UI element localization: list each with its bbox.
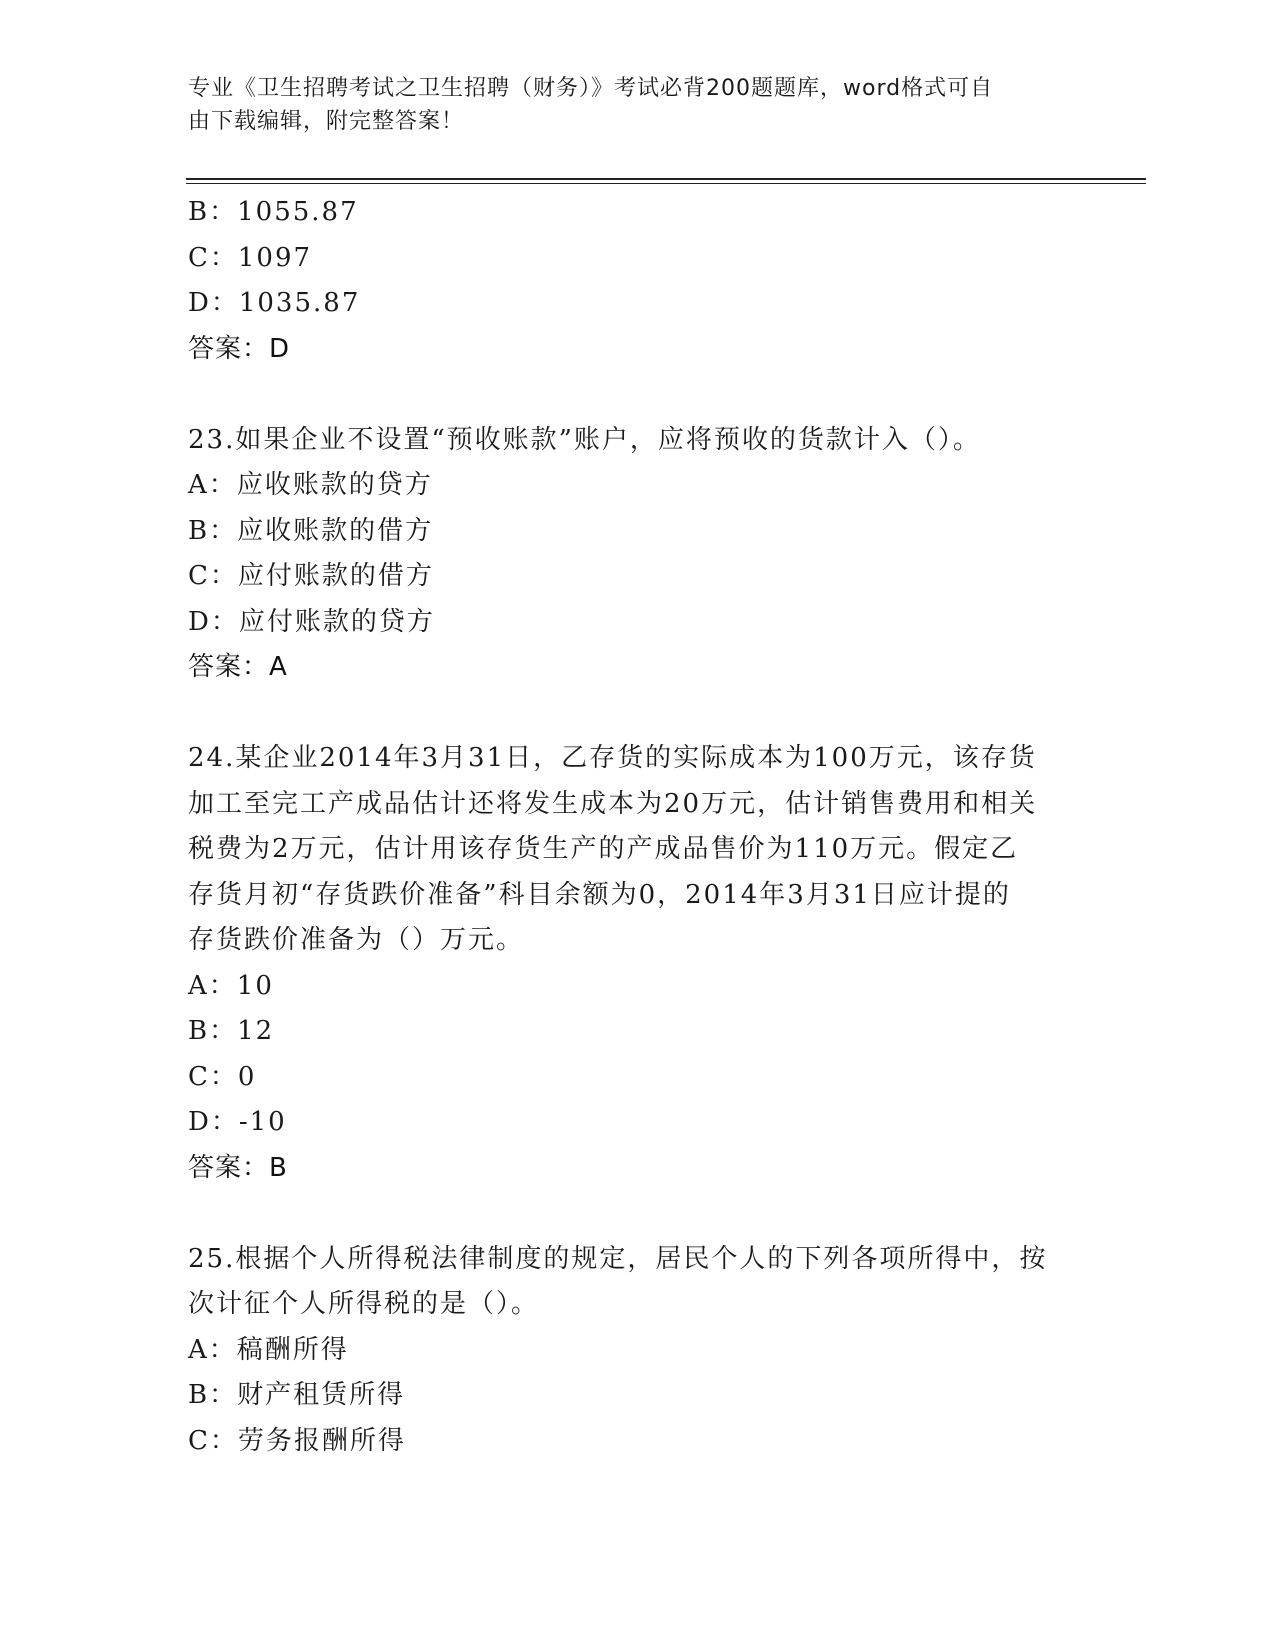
- question-text-line: 25.根据个人所得税法律制度的规定，居民个人的下列各项所得中，按: [188, 1243, 1048, 1274]
- question-text-line: 存货跌价准备为（）万元。: [188, 925, 525, 955]
- option-c: C：应付账款的借方: [188, 561, 434, 591]
- question-text: [188, 1237, 1088, 1328]
- option-a: A：稿酬所得: [188, 1334, 349, 1365]
- question-text-line: 24.某企业2014年3月31日，乙存货的实际成本为100万元，该存货: [188, 743, 1037, 773]
- spacer: [188, 1191, 1088, 1237]
- spacer: [188, 372, 1088, 418]
- spacer: [188, 691, 1088, 737]
- question-24: [188, 736, 1088, 1191]
- header-rule-thin: [186, 183, 1146, 184]
- option-a: A：应收账款的贷方: [188, 470, 433, 500]
- option-b: B：财产租赁所得: [188, 1380, 406, 1410]
- answer-line: 答案：D: [188, 333, 291, 364]
- option-b: B：12: [188, 1016, 275, 1046]
- option-b: B：应收账款的借方: [188, 515, 434, 546]
- option-d: D：1035.87: [188, 288, 361, 318]
- option-d: D：应付账款的贷方: [188, 606, 435, 637]
- question-text-line: 加工至完工产成品估计还将发生成本为20万元，估计销售费用和相关: [188, 788, 1038, 819]
- question-text-line: 税费为2万元，估计用该存货生产的产成品售价为110万元。假定乙: [188, 834, 1019, 864]
- answer-line: 答案：B: [188, 1152, 288, 1183]
- question-23: [188, 418, 1088, 691]
- option-d: D：-10: [188, 1107, 287, 1137]
- option-c: C：0: [188, 1061, 257, 1092]
- question-text-line: 存货月初“存货跌价准备”科目余额为0，2014年3月31日应计提的: [188, 879, 1011, 910]
- option-c: C：劳务报酬所得: [188, 1425, 406, 1456]
- option-b: B：1055.87: [188, 197, 359, 227]
- page-header: [188, 72, 1088, 138]
- header-line-1: 专业《卫生招聘考试之卫生招聘（财务）》考试必背200题题库，word格式可自: [188, 76, 994, 101]
- answer-line: 答案：A: [188, 652, 288, 682]
- document-body: [188, 190, 1088, 1464]
- header-line-2: 由下载编辑，附完整答案！: [188, 109, 465, 134]
- question-22-continued: [188, 190, 1088, 372]
- question-text: [188, 418, 1088, 464]
- question-text: [188, 736, 1088, 964]
- question-25: [188, 1237, 1088, 1465]
- question-text-line: 次计征个人所得税的是（）。: [188, 1289, 540, 1319]
- question-text-line: 23.如果企业不设置“预收账款”账户，应将预收的货款计入（）。: [188, 424, 981, 455]
- option-c: C：1097: [188, 242, 313, 273]
- option-a: A：10: [188, 970, 274, 1001]
- header-rule-thick: [186, 178, 1146, 180]
